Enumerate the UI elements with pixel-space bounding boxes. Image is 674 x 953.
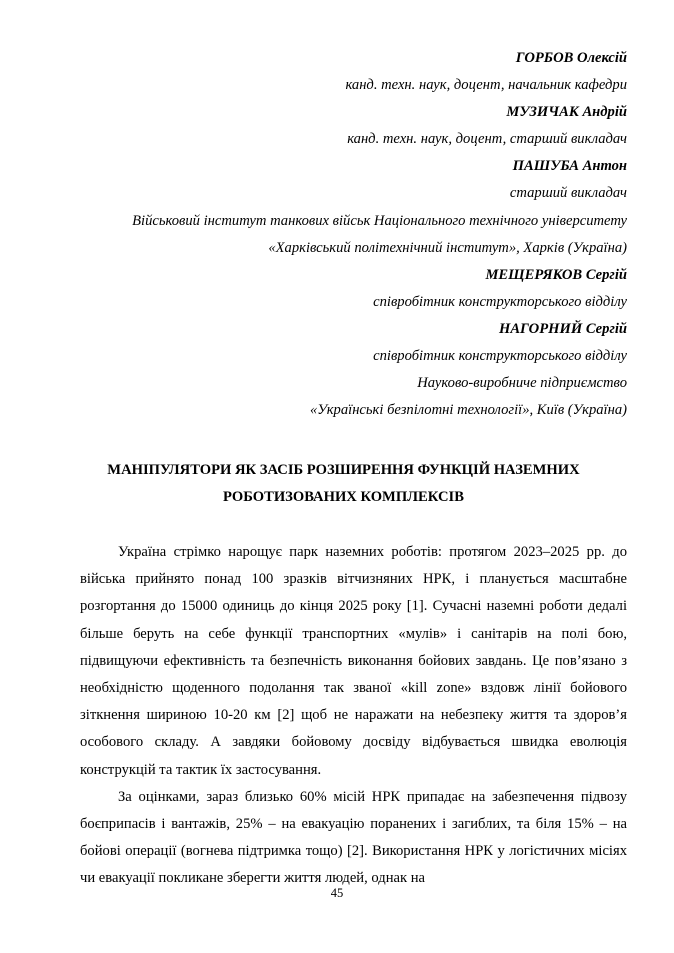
paragraph: За оцінками, зараз близько 60% місій НРК припадає на забезпечення підвозу боєприпасів і вантажів, 25% – на евакуацію поранених і загиблих, та біля 15% – на бойові операції (вогнева підтримка тощо) [2]. Використання НРК у логістичних місіях чи евакуації покликане зберегти життя людей, однак на [80,788,627,887]
paper-title-line: РОБОТИЗОВАНИХ КОМПЛЕКСІВ [223,489,464,505]
author-affiliation: канд. техн. наук, доцент, начальник кафедри [345,77,627,94]
page-number: 45 [330,886,344,900]
author-name: ГОРБОВ Олексій [515,50,627,66]
author-name: НАГОРНИЙ Сергій [498,320,627,337]
author-affiliation: Військовий інститут танкових військ Національного технічного університету [132,212,627,229]
paragraph: Україна стрімко нарощує парк наземних роботів: протягом 2023‒2025 рр. до війська прийнято понад 100 зразків вітчизняних НРК, і планується масштабне розгортання до 15000 одиниць до кінця 2025 року [1]. Сучасні наземні роботи дедалі більше беруть на себе функції транспортних «мулів» і санітарів на полі бою, підвищуючи ефективність та безпечність виконання бойових завдань. Це пов’язано з необхідністю щоденного подолання так званої «kill zone» вздовж лінії бойового зіткнення шириною 10-20 км [2] щоб не наражати на небезпеку життя та здоров’я особового складу. А завдяки бойовому досвіду відбувається швидка еволюція конструкцій та тактик їх застосування. [80,544,627,778]
author-name: ПАШУБА Антон [512,158,627,175]
author-affiliation: співробітник конструкторського відділу [373,348,627,365]
author-affiliation: співробітник конструкторського відділу [373,293,627,310]
body-text [80,539,627,893]
paper-title [60,457,627,511]
author-block [60,45,627,424]
paper-title-line: МАНІПУЛЯТОРИ ЯК ЗАСІБ РОЗШИРЕННЯ ФУНКЦІЙ НАЗЕМНИХ [107,462,580,478]
author-affiliation: Науково-виробниче підприємство [417,375,627,392]
author-affiliation: старший викладач [509,185,627,202]
author-affiliation: канд. техн. наук, доцент, старший викладач [347,131,627,148]
author-affiliation: «Українські безпілотні технології», Київ (Україна) [309,402,627,419]
author-affiliation: «Харківський політехнічний інститут», Харків (Україна) [268,239,627,256]
author-name: МЕЩЕРЯКОВ Сергій [485,266,627,283]
author-name: МУЗИЧАК Андрій [506,104,627,121]
